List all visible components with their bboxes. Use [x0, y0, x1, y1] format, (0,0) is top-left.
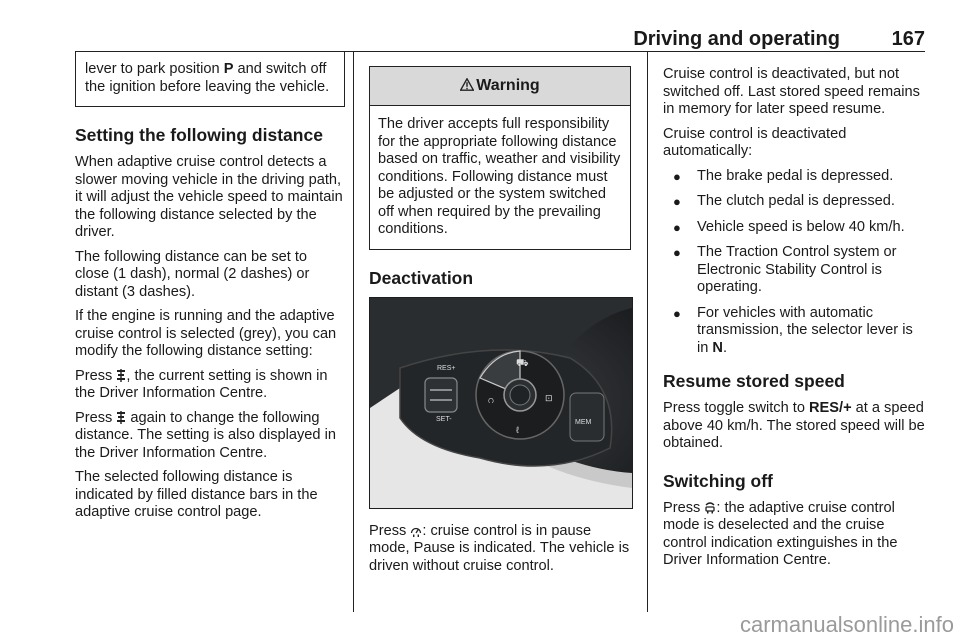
- text: Press: [75, 367, 117, 384]
- continued-warning-box: [75, 52, 345, 107]
- warning-title: Warning: [476, 77, 540, 94]
- list-item: [663, 168, 928, 186]
- mem-label: MEM: [575, 418, 592, 426]
- text: , the current setting is shown in the Driver Information Centre.: [75, 367, 328, 401]
- warning-text: The driver accepts full responsibility for the appropriate following distance based on traffic, weather and visibility conditions. Following distance must be adjusted or the system switched off when required by the prevailing conditions.: [378, 116, 621, 237]
- column-divider-1: [353, 52, 354, 612]
- res-switch: RES/+: [809, 400, 852, 416]
- list-item: [663, 244, 928, 297]
- text: at a speed above 40 km/h. The stored speed will be obtained.: [663, 400, 925, 451]
- bullet-icon: ●: [673, 194, 681, 209]
- bullet-text: The clutch pedal is depressed.: [697, 193, 895, 209]
- text: Press: [369, 522, 411, 539]
- heading-resume-stored-speed: Resume stored speed: [663, 371, 845, 391]
- paragraph: Cruise control is deactivated automatically:: [663, 125, 847, 159]
- heading-switching-off: Switching off: [663, 470, 773, 491]
- cruise-pause-icon: [410, 524, 422, 537]
- bullet-text: The Traction Control system or Electronic Stability Control is operating.: [697, 244, 897, 295]
- paragraph: When adaptive cruise control detects a slower moving vehicle in the driving path, it will adjust the vehicle speed to maintain the following distance selected by the driver.: [75, 154, 343, 240]
- bullet-text: The brake pedal is depressed.: [697, 167, 894, 184]
- text: Press: [663, 499, 705, 516]
- bullet-icon: ●: [673, 168, 681, 184]
- paragraph: [663, 500, 928, 570]
- warning-header: [370, 67, 630, 106]
- section-title: Driving and operating: [633, 28, 840, 50]
- text: again to change the following distance. The setting is also displayed in the Driver Information Centre.: [75, 409, 336, 461]
- steering-wheel-controls-photo: [369, 297, 633, 509]
- bullet-icon: ●: [673, 219, 681, 235]
- paragraph: [75, 410, 345, 463]
- warning-box: [369, 66, 631, 250]
- bullet-icon: ●: [673, 305, 681, 321]
- svg-text:⊡: ⊡: [545, 392, 553, 403]
- bullet-icon: ●: [673, 245, 681, 260]
- paragraph: [663, 400, 928, 453]
- column-1: [75, 52, 345, 529]
- page-header: [75, 0, 925, 50]
- column-divider-2: [647, 52, 648, 612]
- adaptive-cruise-icon: [704, 501, 716, 514]
- paragraph: [369, 523, 631, 576]
- text: For vehicles with automatic transmission, the selector lever is in: [697, 304, 913, 356]
- text: Press toggle switch to: [663, 400, 810, 416]
- list-item: [663, 193, 928, 211]
- set-label: SET-: [436, 415, 452, 423]
- column-2: [369, 52, 631, 582]
- box-text-b: and switch off the ignition before leaving the vehicle.: [85, 61, 330, 95]
- bullet-text: [697, 305, 928, 358]
- list-item: [663, 305, 928, 358]
- following-distance-icon: [116, 369, 126, 382]
- column-3: [663, 66, 928, 577]
- page-number: 167: [891, 28, 925, 50]
- bullet-text: Vehicle speed is below 40 km/h.: [697, 218, 905, 235]
- heading-deactivation: Deactivation: [369, 267, 474, 288]
- park-position: P: [223, 61, 234, 77]
- text: Press: [75, 409, 117, 426]
- list-item: [663, 219, 928, 237]
- paragraph: [75, 368, 345, 403]
- text: : the adaptive cruise control mode is deselected and the cruise control indication extinguishes in the Driver Information Centre.: [663, 499, 898, 568]
- paragraph: The following distance can be set to close (1 dash), normal (2 dashes) or distant (3 dashes).: [75, 248, 310, 300]
- svg-text:ဂ: ဂ: [488, 393, 495, 406]
- text: : cruise control is in pause mode, Pause is indicated. The vehicle is driven without cruise control.: [369, 522, 630, 574]
- heading-following-distance: Setting the following distance: [75, 125, 323, 145]
- following-distance-icon: [116, 411, 126, 424]
- text: .: [722, 339, 728, 356]
- box-text-a: lever to park position: [85, 61, 224, 77]
- paragraph: If the engine is running and the adaptive cruise control is selected (grey), you can modify the following distance setting:: [75, 308, 337, 359]
- res-label: RES+: [437, 364, 456, 372]
- paragraph: Cruise control is deactivated, but not switched off. Last stored speed remains in memory for later speed resume.: [663, 66, 920, 117]
- svg-text:⛟: ⛟: [516, 357, 529, 369]
- neutral-position: N: [712, 339, 723, 356]
- svg-text:ℓ: ℓ: [516, 424, 519, 435]
- paragraph: The selected following distance is indicated by filled distance bars in the adaptive cruise control page.: [75, 469, 318, 520]
- watermark: carmanualsonline.info: [739, 612, 954, 637]
- warning-triangle-icon: [460, 78, 474, 91]
